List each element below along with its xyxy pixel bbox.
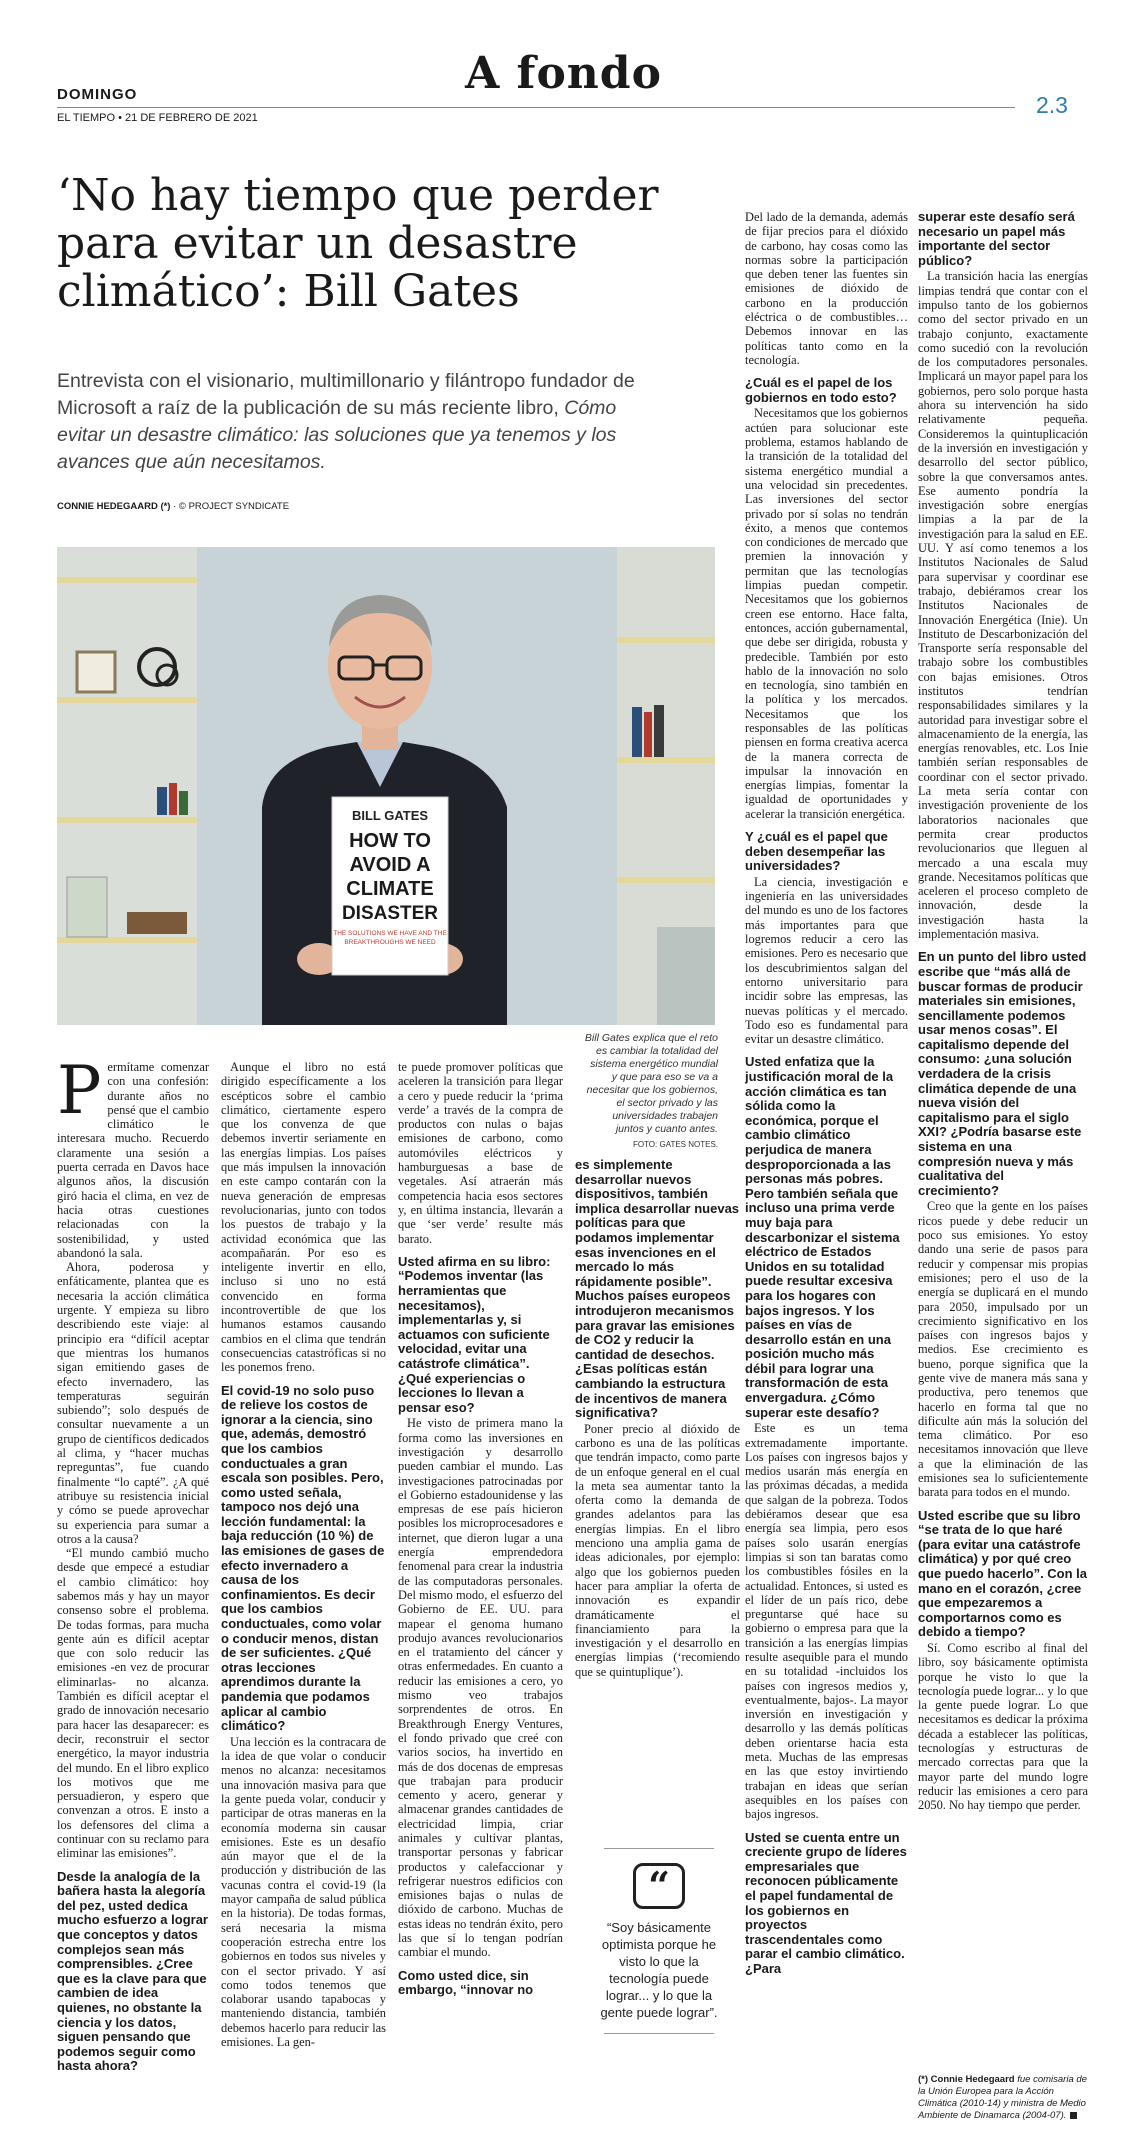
interview-question: superar este desafío será necesario un papel más importante del sector público? xyxy=(918,210,1075,268)
paragraph: Este es un tema extremadamente importante. Los países con ingresos bajos y medios usarán más energía en las próximas décadas, a medida que salgan de la pobreza. Todos debiéramos desear que esa energía sea limpia, pero esos países solo usarán energías limpias si son tan baratas como los combustibles fósiles en la actualidad. Entonces, si usted es el líder de un país rico, debe preguntarse qué hace su gobierno o empresa para que la transición a las energías limpias resulte asequible para el mundo en su totalidad -incluidos los países con ingresos medios y, eventualmente, bajos-. La mayor inversión en investigación y desarrollo y las demás políticas deben orientarse hacia esta meta. Muchas de las empresas en las que estoy invirtiendo trabajan en ideas que serían asequibles en los países con bajos ingresos. xyxy=(745,1421,908,1822)
paragraph: Aunque el libro no está dirigido específicamente a los escépticos sobre el cambio climático, ciertamente espero que los convenza de que debemos invertir seriamente en las energías limpias. Los países que más impulsen la innovación en este campo contarán con la nueva generación de empresas revolucionarias, junto con todos los puestos de trabajo y la actividad económica que las acompañarán. Por eso es inteligente invertir en ello, incluso si uno no está convencido en forma incontrovertible de que los humanos estamos causando cambios en el clima que tendrán consecuencias catastróficas si no les ponemos freno. xyxy=(221,1060,386,1375)
caption-text: Bill Gates explica que el reto es cambiar la totalidad del sistema energético mundial y que para eso se va a necesitar que los gobiernos, el sector privado y las universidades trabajen juntos y cuanto antes. xyxy=(584,1032,718,1135)
interview-question: es simplemente desarrollar nuevos dispositivos, también implica desarrollar nuevas políticas para que podamos implementar esas invenciones en el mercado lo más rápidamente posible”. Muchos países europeos introdujeron mecanismos para gravar las emisiones de CO2 y reducir la cantidad de desechos. ¿Esas políticas están cambiando la estructura de incentivos de manera significativa? xyxy=(575,1158,740,1421)
paragraph: La ciencia, investigación e ingeniería en las universidades del mundo es uno de los factores más importantes para que logremos reducir a cero las emisiones. Pero es necesario que los descubrimientos salgan del entorno universitario para incidir sobre las empresas, las nuevas políticas y el mercado. Todo eso es fundamental para evitar un desastre climático. xyxy=(745,874,908,1047)
paragraph: Poner precio al dióxido de carbono es una de las políticas que tendrán impacto, como parte de un enfoque general en el cual la meta sea aumentar tanto la oferta como la demanda de grandes adelantos para las energías limpias. En el libro menciono una amplia gama de ideas adicionales, por ejemplo: algo que los gobiernos pueden hacer para ampliar la oferta de innovación es expandir dramáticamente el financiamiento para la investigación y el desarrollo en energías limpias (‘recomiendo que se quintuplique’). xyxy=(575,1421,740,1679)
body-column-3 xyxy=(398,1060,563,2140)
drop-cap: P xyxy=(57,1060,102,1129)
paragraph: Ahora, poderosa y enfáticamente, plantea que es necesaria la acción climática urgente. Y empieza su libro describiendo este viaje: al principio era “difícil aceptar que mientras los humanos sigan emitiendo gases de efecto invernadero, las temperaturas seguirán subiendo”; solo después de consultar nuevamente a un grupo de científicos dedicados al clima, y “hacer muchas repreguntas”, fue cuando finalmente “lo capté”. ¿A qué atribuye su resistencia inicial y cómo se puede aprovechar su experiencia para sumar a otros a la causa? xyxy=(57,1260,209,1546)
paragraph: te puede promover políticas que aceleren la transición para llegar a cero y puede reducir la ‘prima verde’ a través de la compra de productos con nulas o bajas emisiones de carbono, como automóviles eléctricos y hamburguesas a base de vegetales. Así atraerán más competencia hacia esos sectores y, en última instancia, llevarán a que ‘ser verde’ resulte más barato. xyxy=(398,1060,563,1246)
book-subtitle-1: THE SOLUTIONS WE HAVE AND THE xyxy=(333,930,447,937)
body-column-5 xyxy=(745,210,908,2140)
day-label: DOMINGO xyxy=(57,86,138,103)
interview-question: Usted enfatiza que la justificación moral de la acción climática es tan sólida como la económica, porque el cambio climático perjudica de manera desproporcionada a las personas más pobres. Pero también señala que incluso una prima verde muy baja para descarbonizar el sistema eléctrico de Estados Unidos en su totalidad puede resultar excesiva para los hogares con bajos ingresos. Y los países en vías de desarrollo están en una posición mucho más débil para lograr una transformación de esta envergadura. ¿Cómo superar este desafío? xyxy=(745,1054,900,1420)
paragraph xyxy=(57,1060,209,1260)
paragraph: Del lado de la demanda, además de fijar precios para el dióxido de carbono, hay cosas como las normas sobre la participación que deben tener las fuentes sin emisiones de dióxido de carbono en la producción eléctrica o de combustibles… Debemos innovar en las políticas tanto como en la tecnología. xyxy=(745,210,908,367)
paragraph: Necesitamos que los gobiernos actúen para solucionar este problema, estamos hablando de la transición de la totalidad del sistema energético mundial a una velocidad sin precedentes. Las inversiones del sector privado por sí solas no tendrán éxito, a menos que contemos con condiciones de mercado que premien la innovación y permitan que las tecnologías limpias puedan competir. Necesitamos que los gobiernos creen ese entorno. Hace falta, entonces, acción gubernamental, que debe ser dirigida, robusta y predecible. También por esto hablo de la innovación no solo en tecnología, sino también en la política y los mercados. Necesitamos que los responsables de las políticas piensen en forma creativa acerca de la manera correcta de impulsar la innovación en energías limpias, fomentar la igualdad de oportunidades y acelerar la transición energética. xyxy=(745,406,908,821)
body-column-4 xyxy=(575,1158,740,1838)
interview-question: El covid-19 no solo puso de relieve los costos de ignorar a la ciencia, sino que, además, demostró que los cambios conductuales a gran escala son posibles. Pero, como usted señala, tampoco nos dejó una lección fundamental: la baja reducción (10 %) de las emisiones de gases de efecto invernadero a causa de los confinamientos. Es decir que los cambios conductuales, como volar o conducir menos, distan de ser suficientes. ¿Qué otras lecciones aprendimos durante la pandemia que podamos aplicar al cambio climático? xyxy=(221,1382,385,1734)
section-title: A fondo xyxy=(465,48,662,99)
deck xyxy=(57,368,647,476)
body-column-2 xyxy=(221,1060,386,2140)
byline-author: CONNIE HEDEGAARD (*) xyxy=(57,501,171,512)
paragraph: Creo que la gente en los países ricos puede y debe reducir un poco sus emisiones. Yo estoy dando una serie de pasos para reducir y compensar mis propias emisiones; pero el uso de la energía se duplicará en el mundo para 2050, impulsado por un crecimiento significativo en los países con ingresos bajos y medios. Ese crecimiento es bueno, porque significa que la gente vive de manera más sana y productiva, pero tenemos que hacerlo en forma tal que no dificulte aún más la solución del tema climático. Por eso necesitamos innovación que lleve a que la eliminación de las emisiones sea lo suficientemente barata para todos en el mundo. xyxy=(918,1199,1088,1500)
header-rule xyxy=(57,107,1015,108)
pull-quote-text: “Soy básicamente optimista porque he visto lo que la tecnología puede lograr... y lo que la gente puede lograr”. xyxy=(600,1920,718,2020)
paragraph: Sí. Como escribo al final del libro, soy básicamente optimista porque he visto lo que la tecnología puede lograr... y lo que la gente puede lograr. Lo que necesitamos es dedicar la próxima década a establecer las políticas, tecnologías y estructuras de mercado correctas para que la mayor parte del mundo logre reducir las emisiones a cero para 2050. No hay tiempo que perder. xyxy=(918,1641,1088,1813)
interview-question: Usted escribe que su libro “se trata de lo que haré (para evitar una catástrofe climática) y por qué creo que puedo hacerlo”. Con la mano en el corazón, ¿cree que empezaremos a comportarnos como es debido a tiempo? xyxy=(918,1507,1088,1640)
byline xyxy=(57,501,289,512)
book-author-text: BILL GATES xyxy=(351,808,429,823)
bill-gates-photo xyxy=(57,547,715,1025)
paragraph-text: ermítame comenzar con una confesión: durante años no pensé que el cambio climático le interesara mucho. Recuerdo claramente una sesión a puerta cerrada en Davos hace algunos años, la discusión giró hacia el clima, en vez de hacia otras cuestiones relacionadas con la sostenibilidad, y usted abandonó la sala. xyxy=(57,1060,209,1260)
byline-source: · © PROJECT SYNDICATE xyxy=(170,501,290,512)
photo-illustration xyxy=(57,547,715,1025)
paragraph: “El mundo cambió mucho desde que empecé a estudiar el cambio climático: hoy sabemos más y hay un mayor consenso sobre el problema. De todas formas, para mucha gente aún es difícil aceptar que con solo reducir las emisiones -en vez de procurar eliminarlas- no alcanza. También es difícil aceptar el grado de innovación necesario para hacer las desaparecer: es decir, reconstruir el sector energético, la mayor industria del mundo. En el libro explico los motivos que me persuadieron, y espero que convenzan a otros. E insto a los defensores del clima a continuar con su reclamo para eliminar las emisiones”. xyxy=(57,1546,209,1861)
interview-question: Como usted dice, sin embargo, “innovar no xyxy=(398,1967,534,1998)
book-title-line-1: HOW TO xyxy=(349,830,431,852)
interview-question: En un punto del libro usted escribe que “más allá de buscar formas de producir materiales sin emisiones, sencillamente podemos usar menos cosas”. El capitalismo depende del consumo: ¿una solución verdadera de la crisis climática depende de una nueva visión del capitalismo para el siglo XXI? ¿Podría basarse este sistema en una compresión nueva y más cualitativa del crecimiento? xyxy=(918,949,1087,1198)
interview-question: ¿Cuál es el papel de los gobiernos en todo esto? xyxy=(745,375,897,405)
photo-credit: FOTO: GATES NOTES. xyxy=(632,1140,718,1149)
deck-plain: Entrevista con el visionario, multimillonario y filántropo fundador de Microsoft a raíz de la publicación de su más reciente libro, xyxy=(57,370,635,419)
body-column-6 xyxy=(918,210,1088,2065)
date-line: EL TIEMPO • 21 DE FEBRERO DE 2021 xyxy=(57,112,258,124)
end-mark-icon xyxy=(1070,2112,1077,2119)
paragraph: La transición hacia las energías limpias tendrá que contar con el impulso tanto de los gobiernos como del sector privado en un trabajo conjunto, exactamente como sucedió con la revolución de los computadores personales. Implicará un mayor papel para los gobiernos, pero solo porque hasta ahora su intervención ha sido relativamente pequeña. Consideremos la quintuplicación de la inversión en investigación y desarrollo del sector público, sobre la que conversamos antes. Ese aumento pondría la investigación sobre energías limpias a la par de la investigación para la salud en EE. UU. Y así como tenemos a los Institutos Nacionales de Salud para supervisar y coordinar ese trabajo, debiéramos crear los Institutos Nacionales de Innovación Energética (Inie). Un Instituto de Descarbonización del Transporte sería responsable del trabajo sobre los combustibles con bajas emisiones. Otros institutos tendrían responsabilidades similares y la autoridad para investigar sobre el almacenamiento de la energía, las energías renovables, etc. Los Inie también serían responsables de coordinar con el sector privado. La meta sería contar con investigación proveniente de los laboratorios nacionales que permita crear productos revolucionarios que lleguen al mercado a una escala muy grande. Necesitamos políticas que aceleren el proceso completo de innovación, desde la investigación hasta la implementación masiva. xyxy=(918,269,1088,942)
paragraph: Una lección es la contracara de la idea de que volar o conducir menos no alcanza: necesitamos una innovación masiva para que la gente pueda volar, conducir y participar de otras maneras en la economía moderna sin causar emisiones. Este es un desafío aún mayor que el de la producción y distribución de las vacunas contra el covid-19 (la mayor campaña de salud pública en la historia). De todas formas, será necesaria la misma cooperación estrecha entre los gobiernos en todos sus niveles y con el sector privado. Y así como todos tenemos que colaborar usando tapabocas y manteniendo distancia, también debemos hacerlo para reducir las emisiones. La gen- xyxy=(221,1734,386,2050)
book-title-line-2: AVOID A xyxy=(349,854,431,876)
book-subtitle-2: BREAKTHROUGHS WE NEED xyxy=(344,939,436,946)
photo-caption xyxy=(583,1032,718,1151)
author-note xyxy=(918,2074,1088,2122)
paragraph: He visto de primera mano la forma como las inversiones en investigación y desarrollo pueden cambiar el mundo. Las investigaciones patrocinadas por el Gobierno estadounidense y las empresas de ese país hicieron posibles los microprocesadores e internet, que dieron lugar a una energía emprendedora fenomenal para crear la industria de las computadoras personales. Del mismo modo, el esfuerzo del Gobierno de EE. UU. para mapear el genoma humano produjo avances revolucionarios en el tratamiento del cáncer y otras enfermedades. En cuanto a reducir las emisiones a cero, yo mismo veo trabajos sorprendentes de otros. En Breakthrough Energy Ventures, el fondo privado que creé con varios socios, ha invertido en más de dos docenas de empresas que trabajan para producir cemento y acero, generar y almacenar grandes cantidades de electricidad limpia, criar animales y cultivar plantas, transportar personas y fabricar productos y calefaccionar y refrigerar nuestros edificios con emisiones bajas o nulas de dióxido de carbono. Muchas de estas ideas no tendrán éxito, pero las que sí lo tengan podrían cambiar el mundo. xyxy=(398,1416,563,1960)
interview-question: Usted afirma en su libro: “Podemos inventar (las herramientas que necesitamos), implementarlas y, si actuamos con suficiente velocidad, evitar una catástrofe climática”. ¿Qué experiencias o lecciones lo llevan a pensar eso? xyxy=(398,1253,551,1415)
author-note-bio: fue comisaria de la Unión Europea para la Acción Climática (2010-14) y ministra de Medio Ambiente de Dinamarca (2004-07). xyxy=(918,2074,1087,2121)
author-note-name: (*) Connie Hedegaard xyxy=(918,2074,1015,2085)
headline: ‘No hay tiempo que perder para evitar un desastre climático’: Bill Gates xyxy=(57,170,659,317)
pull-quote-bottom-rule xyxy=(604,2033,714,2034)
book-title-italic: Cómo evitar un desastre climático: las soluciones que ya tenemos y los avances que aún necesitamos. xyxy=(57,397,617,473)
pull-quote xyxy=(597,1848,721,2034)
page-number: 2.3 xyxy=(1036,92,1068,118)
pull-quote-top-rule xyxy=(604,1848,714,1849)
interview-question: Usted se cuenta entre un creciente grupo de líderes empresariales que reconocen públicamente el papel fundamental de los gobiernos en proyectos trascendentales como parar el cambio climático. ¿Para xyxy=(745,1829,907,1976)
body-column-1 xyxy=(57,1060,209,2140)
interview-question: Desde la analogía de la bañera hasta la alegoría del pez, usted dedica mucho esfuerzo a lograr que conceptos y datos complejos sean más comprensibles. ¿Cree que es la clave para que cambien de idea quienes, no obstante la ciencia y los datos, siguen pensando que podemos seguir como hasta ahora? xyxy=(57,1868,208,2074)
book-title-line-4: DISASTER xyxy=(341,903,439,924)
interview-question: Y ¿cuál es el papel que deben desempeñar las universidades? xyxy=(745,829,888,874)
book-title-line-3: CLIMATE xyxy=(346,878,434,900)
quote-mark-icon: “ xyxy=(633,1863,685,1909)
